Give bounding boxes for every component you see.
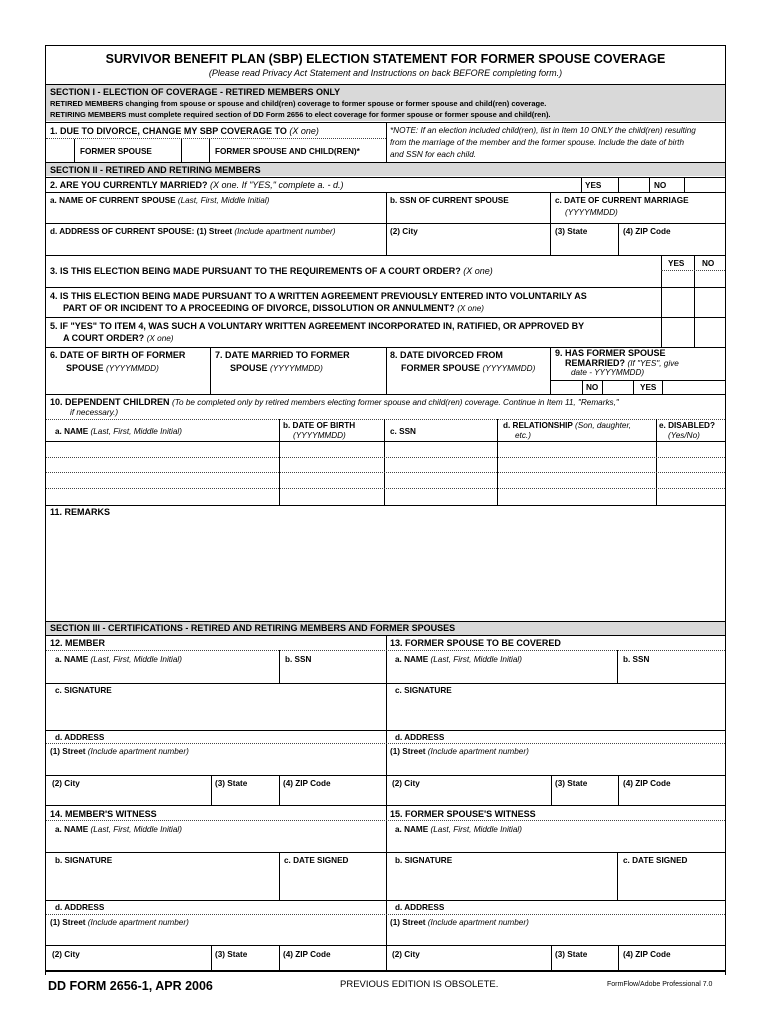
q14d-label: d. ADDRESS <box>55 903 105 912</box>
software-credit: FormFlow/Adobe Professional 7.0 <box>607 981 713 988</box>
q9-yes-label: YES <box>640 383 657 392</box>
item1-note-line1: *NOTE: If an election included child(ren), list in Item 10 ONLY the child(ren) resulting <box>390 126 696 135</box>
q9-note: date - YYYYMMDD) <box>571 368 645 377</box>
current-spouse-ssn-field[interactable] <box>387 208 550 222</box>
q13d-state-label: (3) State <box>555 779 588 788</box>
date-married-field[interactable] <box>211 376 386 394</box>
current-spouse-street-field[interactable] <box>46 239 386 255</box>
date-divorced-field[interactable] <box>387 376 550 394</box>
q13-label: 13. FORMER SPOUSE TO BE COVERED <box>390 638 561 648</box>
q15b-label: b. SIGNATURE <box>395 856 453 865</box>
q10-label: 10. DEPENDENT CHILDREN (To be completed only by retired members electing former spouse and child(ren) coverage. Continue in Item 11, "Remarks," <box>50 397 619 407</box>
q14-label: 14. MEMBER'S WITNESS <box>50 809 157 819</box>
q2d-city-label: (2) City <box>390 227 418 236</box>
q15-label: 15. FORMER SPOUSE'S WITNESS <box>390 809 536 819</box>
spouse-witness-name-field[interactable] <box>387 836 725 851</box>
q10-note: if necessary.) <box>70 408 119 417</box>
q4-yes-checkbox[interactable] <box>662 288 694 316</box>
child-row[interactable] <box>46 458 725 472</box>
q8-line2: FORMER SPOUSE (YYYYMMDD) <box>401 363 536 373</box>
item1-label: 1. DUE TO DIVORCE, CHANGE MY SBP COVERAGE TO (X one) <box>50 126 319 136</box>
child-row[interactable] <box>46 442 725 457</box>
q15d-city-label: (2) City <box>392 950 420 959</box>
q2c-label: c. DATE OF CURRENT MARRIAGE <box>555 196 689 205</box>
q2-yes-label: YES <box>585 181 602 190</box>
q13b-label: b. SSN <box>623 655 650 664</box>
q2d-label: d. ADDRESS OF CURRENT SPOUSE: (1) Street (Include apartment number) <box>50 227 336 236</box>
q2-yes-checkbox[interactable] <box>619 178 649 191</box>
spouse-witness-signature-field[interactable] <box>387 868 617 899</box>
child-row[interactable] <box>46 489 725 504</box>
spouse-witness-date-field[interactable] <box>618 868 725 899</box>
q12a-label: a. NAME (Last, First, Middle Initial) <box>55 655 182 664</box>
former-spouse-name-field[interactable] <box>387 667 617 682</box>
member-street-field[interactable] <box>46 759 386 774</box>
q10b-format: (YYYYMMDD) <box>293 431 346 440</box>
q10a-label: a. NAME (Last, First, Middle Initial) <box>55 427 182 436</box>
q3-label: 3. IS THIS ELECTION BEING MADE PURSUANT TO THE REQUIREMENTS OF A COURT ORDER? (X one) <box>50 266 493 276</box>
q3-no-checkbox[interactable] <box>695 271 725 287</box>
member-witness-street-field[interactable] <box>46 930 386 945</box>
q2d-zip-label: (4) ZIP Code <box>623 227 671 236</box>
q4-line1: 4. IS THIS ELECTION BEING MADE PURSUANT TO A WRITTEN AGREEMENT PREVIOUSLY ENTERED INTO VOLUNTARILY AS <box>50 291 587 301</box>
member-name-field[interactable] <box>46 667 279 682</box>
q15d-label: d. ADDRESS <box>395 903 445 912</box>
item1-note-line2: from the marriage of the member and the former spouse. Include the date of birth <box>390 138 684 147</box>
q2b-label: b. SSN OF CURRENT SPOUSE <box>390 196 509 205</box>
q15d-street-label: (1) Street (Include apartment number) <box>390 918 529 927</box>
q13a-label: a. NAME (Last, First, Middle Initial) <box>395 655 522 664</box>
q15d-state-label: (3) State <box>555 950 588 959</box>
former-spouse-ssn-field[interactable] <box>618 667 725 682</box>
q14a-label: a. NAME (Last, First, Middle Initial) <box>55 825 182 834</box>
member-signature-field[interactable] <box>46 698 386 729</box>
former-spouse-and-children-checkbox[interactable] <box>182 139 209 162</box>
q9-remarriage-date-field[interactable] <box>663 381 725 394</box>
edition-notice: PREVIOUS EDITION IS OBSOLETE. <box>340 979 499 990</box>
section-2-heading: SECTION II - RETIRED AND RETIRING MEMBERS <box>50 165 261 175</box>
q15c-label: c. DATE SIGNED <box>623 856 688 865</box>
item1-note-line3: and SSN for each child. <box>390 150 477 159</box>
q12d-street-label: (1) Street (Include apartment number) <box>50 747 189 756</box>
q2a-label: a. NAME OF CURRENT SPOUSE (Last, First, Middle Initial) <box>50 196 270 205</box>
q5-no-checkbox[interactable] <box>695 318 725 347</box>
q14c-label: c. DATE SIGNED <box>284 856 349 865</box>
q14d-city-label: (2) City <box>52 950 80 959</box>
q15a-label: a. NAME (Last, First, Middle Initial) <box>395 825 522 834</box>
q2d-state-label: (3) State <box>555 227 588 236</box>
q7-line1: 7. DATE MARRIED TO FORMER <box>215 350 350 360</box>
q12d-label: d. ADDRESS <box>55 733 105 742</box>
q3-yes-header: YES <box>668 259 685 268</box>
option-former-spouse-label: FORMER SPOUSE <box>80 147 152 156</box>
q14d-zip-label: (4) ZIP Code <box>283 950 331 959</box>
q9-no-checkbox[interactable] <box>551 381 582 394</box>
q13c-label: c. SIGNATURE <box>395 686 452 695</box>
section-1-line1: RETIRED MEMBERS changing from spouse or spouse and child(ren) coverage to former spouse or former spouse and child(ren) coverage. <box>50 99 547 108</box>
child-row[interactable] <box>46 473 725 488</box>
q14d-street-label: (1) Street (Include apartment number) <box>50 918 189 927</box>
q12d-zip-label: (4) ZIP Code <box>283 779 331 788</box>
q7-line2: SPOUSE (YYYYMMDD) <box>230 363 323 373</box>
q10e-note: (Yes/No) <box>668 431 700 440</box>
former-spouse-signature-field[interactable] <box>387 698 725 729</box>
q2-no-label: NO <box>654 181 667 190</box>
q10e-label: e. DISABLED? <box>659 421 715 430</box>
q13d-label: d. ADDRESS <box>395 733 445 742</box>
q3-no-header: NO <box>702 259 715 268</box>
q2-no-checkbox[interactable] <box>685 178 725 191</box>
q4-no-checkbox[interactable] <box>695 288 725 316</box>
member-witness-signature-field[interactable] <box>46 868 279 899</box>
former-spouse-street-field[interactable] <box>387 759 725 774</box>
remarks-textarea[interactable] <box>46 520 725 620</box>
q13d-street-label: (1) Street (Include apartment number) <box>390 747 529 756</box>
q13d-city-label: (2) City <box>392 779 420 788</box>
q10c-label: c. SSN <box>390 427 416 436</box>
member-witness-date-field[interactable] <box>280 868 386 899</box>
former-spouse-checkbox[interactable] <box>46 139 74 162</box>
q10d-note: etc.) <box>515 431 531 440</box>
member-ssn-field[interactable] <box>280 667 386 682</box>
q10d-label: d. RELATIONSHIP (Son, daughter, <box>503 421 632 430</box>
q12d-city-label: (2) City <box>52 779 80 788</box>
q9-line2: REMARRIED? (If "YES", give <box>565 358 679 368</box>
q6-line1: 6. DATE OF BIRTH OF FORMER <box>50 350 186 360</box>
q12-label: 12. MEMBER <box>50 638 106 648</box>
q5-line2: A COURT ORDER? (X one) <box>63 333 174 343</box>
q9-no-label: NO <box>586 383 599 392</box>
option-former-spouse-children-label: FORMER SPOUSE AND CHILD(REN)* <box>215 147 360 156</box>
q12d-state-label: (3) State <box>215 779 248 788</box>
current-spouse-name-field[interactable] <box>46 208 386 222</box>
q12b-label: b. SSN <box>285 655 312 664</box>
q9-line1: 9. HAS FORMER SPOUSE <box>555 348 666 358</box>
q13d-zip-label: (4) ZIP Code <box>623 779 671 788</box>
q2-label: 2. ARE YOU CURRENTLY MARRIED? (X one. If "YES," complete a. - d.) <box>50 180 344 190</box>
spouse-witness-street-field[interactable] <box>387 930 725 945</box>
q9-yes-checkbox[interactable] <box>603 381 633 394</box>
form-title: SURVIVOR BENEFIT PLAN (SBP) ELECTION STATEMENT FOR FORMER SPOUSE COVERAGE <box>105 52 666 66</box>
q12c-label: c. SIGNATURE <box>55 686 112 695</box>
q14b-label: b. SIGNATURE <box>55 856 113 865</box>
section-1-line2: RETIRING MEMBERS must complete required section of DD Form 2656 to elect coverage for former spouse or former spouse and child(ren). <box>50 110 551 119</box>
section-1-heading: SECTION I - ELECTION OF COVERAGE - RETIRED MEMBERS ONLY <box>50 87 341 97</box>
member-witness-name-field[interactable] <box>46 836 386 851</box>
q5-yes-checkbox[interactable] <box>662 318 694 347</box>
section-3-heading: SECTION III - CERTIFICATIONS - RETIRED AND RETIRING MEMBERS AND FORMER SPOUSES <box>50 623 456 633</box>
q3-yes-checkbox[interactable] <box>662 271 694 287</box>
q5-line1: 5. IF "YES" TO ITEM 4, WAS SUCH A VOLUNTARY WRITTEN AGREEMENT INCORPORATED IN, RATIFIED, OR APPROVED BY <box>50 321 585 331</box>
form-id: DD FORM 2656-1, APR 2006 <box>48 979 213 993</box>
q6-line2: SPOUSE (YYYYMMDD) <box>66 363 159 373</box>
q8-line1: 8. DATE DIVORCED FROM <box>390 350 503 360</box>
q11-label: 11. REMARKS <box>50 507 111 517</box>
q15d-zip-label: (4) ZIP Code <box>623 950 671 959</box>
form-subtitle: (Please read Privacy Act Statement and Instructions on back BEFORE completing form.) <box>208 68 563 78</box>
q4-line2: PART OF OR INCIDENT TO A PROCEEDING OF DIVORCE, DISSOLUTION OR ANNULMENT? (X one) <box>63 303 485 313</box>
former-spouse-dob-field[interactable] <box>46 376 210 394</box>
q14d-state-label: (3) State <box>215 950 248 959</box>
q2c-format: (YYYYMMDD) <box>565 208 618 217</box>
q10b-label: b. DATE OF BIRTH <box>283 421 356 430</box>
